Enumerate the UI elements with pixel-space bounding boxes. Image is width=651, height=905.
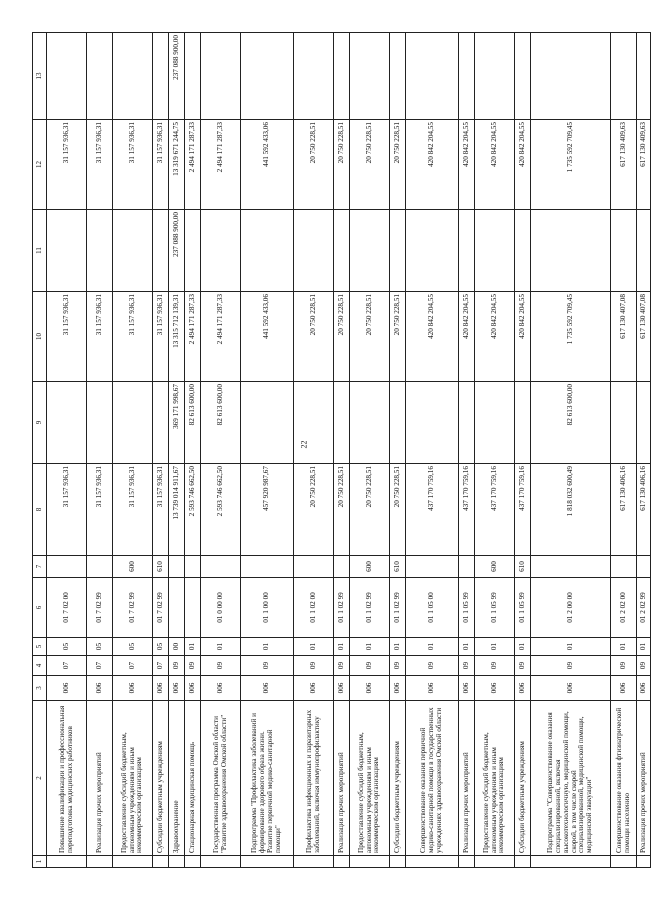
table-row xyxy=(47,33,87,868)
cell-c4: 09 xyxy=(350,656,390,676)
budget-table-container xyxy=(32,33,647,868)
cell-c6: 01 1 02 99 xyxy=(390,578,406,638)
cell-c5: 01 xyxy=(185,638,201,656)
cell-c10: 31 157 936,31 xyxy=(113,292,153,382)
cell-c10: 617 130 407,08 xyxy=(611,292,637,382)
cell-c8: 1 818 032 600,49 xyxy=(531,464,611,556)
cell-c9 xyxy=(475,382,515,464)
cell-c1 xyxy=(241,856,294,868)
cell-c4: 07 xyxy=(87,656,113,676)
cell-c13 xyxy=(201,33,241,120)
cell-c4: 09 xyxy=(294,656,334,676)
cell-c7 xyxy=(531,556,611,578)
table-row xyxy=(611,33,637,868)
column-header: 8 xyxy=(33,464,47,556)
cell-c6: 01 2 02 00 xyxy=(611,578,637,638)
cell-c5: 01 xyxy=(459,638,475,656)
cell-c5: 01 xyxy=(406,638,459,656)
cell-c13 xyxy=(459,33,475,120)
column-header: 6 xyxy=(33,578,47,638)
cell-c8: 2 593 746 662,50 xyxy=(185,464,201,556)
cell-c9 xyxy=(241,382,294,464)
cell-c9 xyxy=(611,382,637,464)
cell-c7 xyxy=(87,556,113,578)
cell-c8: 617 130 406,16 xyxy=(611,464,637,556)
cell-c11 xyxy=(201,210,241,292)
cell-c9 xyxy=(87,382,113,464)
row-name-cell: Предоставление субсидий бюджетным, автономным учреждениям и иным некоммерческим организациям xyxy=(350,701,390,856)
row-name-cell: Реализация прочих мероприятий xyxy=(637,701,651,856)
cell-c4: 09 xyxy=(201,656,241,676)
cell-c6: 01 2 00 00 xyxy=(531,578,611,638)
cell-c12: 20 750 228,51 xyxy=(294,120,334,210)
cell-c10: 20 750 228,51 xyxy=(294,292,334,382)
cell-c12: 420 842 204,55 xyxy=(515,120,531,210)
cell-c12: 20 750 228,51 xyxy=(390,120,406,210)
cell-c5: 05 xyxy=(153,638,169,656)
cell-c5: 01 xyxy=(531,638,611,656)
table-row xyxy=(294,33,334,868)
cell-c6: 01 1 05 00 xyxy=(406,578,459,638)
cell-c11 xyxy=(611,210,637,292)
table-row xyxy=(169,33,185,868)
cell-c5: 01 xyxy=(390,638,406,656)
table-row xyxy=(185,33,201,868)
cell-c9: 82 613 600,00 xyxy=(531,382,611,464)
cell-c10: 420 842 204,55 xyxy=(406,292,459,382)
cell-c7: 610 xyxy=(515,556,531,578)
cell-c13 xyxy=(390,33,406,120)
cell-c12: 617 130 409,63 xyxy=(611,120,637,210)
cell-c3: 006 xyxy=(153,676,169,701)
cell-c8: 20 750 228,51 xyxy=(350,464,390,556)
cell-c12: 420 842 204,55 xyxy=(475,120,515,210)
cell-c13 xyxy=(47,33,87,120)
cell-c5: 01 xyxy=(637,638,651,656)
cell-c5: 01 xyxy=(334,638,350,656)
cell-c4: 09 xyxy=(637,656,651,676)
table-row xyxy=(241,33,294,868)
cell-c1 xyxy=(515,856,531,868)
cell-c8: 457 920 987,67 xyxy=(241,464,294,556)
cell-c4: 07 xyxy=(153,656,169,676)
cell-c7: 610 xyxy=(390,556,406,578)
cell-c1 xyxy=(153,856,169,868)
cell-c1 xyxy=(334,856,350,868)
cell-c7 xyxy=(459,556,475,578)
cell-c1 xyxy=(611,856,637,868)
budget-table xyxy=(32,32,651,868)
cell-c7 xyxy=(201,556,241,578)
table-row xyxy=(350,33,390,868)
cell-c10: 2 494 171 287,33 xyxy=(185,292,201,382)
cell-c1 xyxy=(201,856,241,868)
cell-c9 xyxy=(390,382,406,464)
cell-c13 xyxy=(475,33,515,120)
cell-c12: 2 494 171 287,33 xyxy=(185,120,201,210)
cell-c6: 01 1 05 99 xyxy=(515,578,531,638)
cell-c11 xyxy=(459,210,475,292)
cell-c6: 01 7 02 00 xyxy=(47,578,87,638)
row-name-cell: Реализация прочих мероприятий xyxy=(334,701,350,856)
cell-c7: 600 xyxy=(113,556,153,578)
row-name-cell: Совершенствование оказания первичной медико-санитарной помощи в государственных учреждениях здравоохранения Омской области xyxy=(406,701,459,856)
cell-c4: 09 xyxy=(611,656,637,676)
row-name-cell: Реализация прочих мероприятий xyxy=(459,701,475,856)
cell-c7 xyxy=(47,556,87,578)
cell-c5: 05 xyxy=(87,638,113,656)
cell-c1 xyxy=(185,856,201,868)
cell-c10: 20 750 228,51 xyxy=(334,292,350,382)
cell-c3: 006 xyxy=(201,676,241,701)
cell-c3: 006 xyxy=(611,676,637,701)
cell-c11 xyxy=(531,210,611,292)
cell-c5: 01 xyxy=(611,638,637,656)
column-header: 4 xyxy=(33,656,47,676)
cell-c13 xyxy=(350,33,390,120)
row-name-cell: Совершенствование оказания фтизиатрической помощи населению xyxy=(611,701,637,856)
table-row xyxy=(334,33,350,868)
cell-c10: 617 130 407,08 xyxy=(637,292,651,382)
cell-c9 xyxy=(294,382,334,464)
row-name-cell: Субсидии бюджетным учреждениям xyxy=(390,701,406,856)
cell-c7 xyxy=(406,556,459,578)
cell-c6: 01 1 05 99 xyxy=(475,578,515,638)
cell-c9 xyxy=(47,382,87,464)
cell-c12: 31 157 936,31 xyxy=(153,120,169,210)
cell-c3: 006 xyxy=(87,676,113,701)
cell-c13 xyxy=(637,33,651,120)
cell-c8: 437 170 759,16 xyxy=(515,464,531,556)
cell-c11 xyxy=(153,210,169,292)
cell-c10: 20 750 228,51 xyxy=(350,292,390,382)
table-row xyxy=(515,33,531,868)
table-row xyxy=(637,33,651,868)
cell-c13 xyxy=(515,33,531,120)
cell-c4: 09 xyxy=(185,656,201,676)
cell-c6: 01 7 02 99 xyxy=(113,578,153,638)
cell-c3: 006 xyxy=(350,676,390,701)
cell-c8: 20 750 228,51 xyxy=(334,464,350,556)
cell-c9 xyxy=(113,382,153,464)
cell-c4: 07 xyxy=(47,656,87,676)
cell-c10: 20 750 228,51 xyxy=(390,292,406,382)
cell-c4: 09 xyxy=(515,656,531,676)
cell-c10: 420 842 204,55 xyxy=(515,292,531,382)
cell-c6: 01 7 02 99 xyxy=(87,578,113,638)
cell-c13 xyxy=(241,33,294,120)
table-row xyxy=(531,33,611,868)
cell-c7 xyxy=(169,556,185,578)
cell-c10: 2 494 171 287,33 xyxy=(201,292,241,382)
cell-c4: 09 xyxy=(390,656,406,676)
row-name-cell: Реализация прочих мероприятий xyxy=(87,701,113,856)
cell-c6: 01 1 05 99 xyxy=(459,578,475,638)
cell-c3: 006 xyxy=(113,676,153,701)
row-name-cell: Повышение квалификации и профессиональная переподготовка медицинских работников xyxy=(47,701,87,856)
cell-c11 xyxy=(475,210,515,292)
cell-c8: 13 739 014 911,67 xyxy=(169,464,185,556)
cell-c12: 2 494 171 287,33 xyxy=(201,120,241,210)
row-name-cell: Предоставление субсидий бюджетным, автономным учреждениям и иным некоммерческим организациям xyxy=(113,701,153,856)
table-row xyxy=(113,33,153,868)
cell-c13 xyxy=(531,33,611,120)
column-header: 11 xyxy=(33,210,47,292)
cell-c6: 01 7 02 99 xyxy=(153,578,169,638)
cell-c8: 437 170 759,16 xyxy=(459,464,475,556)
cell-c1 xyxy=(87,856,113,868)
cell-c6: 01 2 02 99 xyxy=(637,578,651,638)
cell-c11 xyxy=(334,210,350,292)
cell-c3: 006 xyxy=(406,676,459,701)
cell-c4: 09 xyxy=(531,656,611,676)
cell-c5: 01 xyxy=(515,638,531,656)
cell-c7: 610 xyxy=(153,556,169,578)
page-number: 22 xyxy=(299,440,309,449)
column-header: 3 xyxy=(33,676,47,701)
cell-c8: 617 130 406,16 xyxy=(637,464,651,556)
cell-c10: 441 592 433,06 xyxy=(241,292,294,382)
cell-c3: 006 xyxy=(241,676,294,701)
cell-c1 xyxy=(169,856,185,868)
column-header: 7 xyxy=(33,556,47,578)
cell-c9: 369 171 998,67 xyxy=(169,382,185,464)
cell-c12: 20 750 228,51 xyxy=(350,120,390,210)
cell-c11: 237 088 900,00 xyxy=(169,210,185,292)
cell-c1 xyxy=(390,856,406,868)
cell-c13 xyxy=(611,33,637,120)
cell-c13 xyxy=(87,33,113,120)
cell-c5: 01 xyxy=(350,638,390,656)
cell-c4: 09 xyxy=(459,656,475,676)
table-row xyxy=(459,33,475,868)
cell-c1 xyxy=(294,856,334,868)
cell-c7 xyxy=(185,556,201,578)
cell-c12: 617 130 409,63 xyxy=(637,120,651,210)
row-name-cell: Субсидии бюджетным учреждениям xyxy=(153,701,169,856)
cell-c3: 006 xyxy=(515,676,531,701)
cell-c9 xyxy=(350,382,390,464)
cell-c10: 31 157 936,31 xyxy=(47,292,87,382)
cell-c1 xyxy=(113,856,153,868)
cell-c10: 13 315 712 139,31 xyxy=(169,292,185,382)
cell-c12: 1 735 592 709,45 xyxy=(531,120,611,210)
cell-c9 xyxy=(459,382,475,464)
cell-c11 xyxy=(390,210,406,292)
cell-c1 xyxy=(406,856,459,868)
column-header: 9 xyxy=(33,382,47,464)
table-row xyxy=(475,33,515,868)
cell-c13 xyxy=(294,33,334,120)
table-row xyxy=(390,33,406,868)
cell-c12: 31 157 936,31 xyxy=(113,120,153,210)
cell-c1 xyxy=(637,856,651,868)
cell-c12: 31 157 936,31 xyxy=(47,120,87,210)
cell-c11 xyxy=(637,210,651,292)
table-body xyxy=(33,33,651,868)
cell-c6: 01 1 02 99 xyxy=(350,578,390,638)
cell-c4: 09 xyxy=(334,656,350,676)
cell-c8: 20 750 228,51 xyxy=(390,464,406,556)
column-header: 12 xyxy=(33,120,47,210)
cell-c9: 82 613 600,00 xyxy=(201,382,241,464)
cell-c8: 20 750 228,51 xyxy=(294,464,334,556)
column-header: 10 xyxy=(33,292,47,382)
cell-c6 xyxy=(185,578,201,638)
cell-c3: 006 xyxy=(475,676,515,701)
cell-c11 xyxy=(350,210,390,292)
table-row xyxy=(201,33,241,868)
cell-c12: 20 750 228,51 xyxy=(334,120,350,210)
cell-c9 xyxy=(637,382,651,464)
cell-c11 xyxy=(185,210,201,292)
cell-c5: 05 xyxy=(47,638,87,656)
cell-c6: 01 1 00 00 xyxy=(241,578,294,638)
cell-c1 xyxy=(47,856,87,868)
cell-c5: 05 xyxy=(113,638,153,656)
cell-c12: 31 157 936,31 xyxy=(87,120,113,210)
table-row xyxy=(87,33,113,868)
column-header: 2 xyxy=(33,701,47,856)
cell-c4: 09 xyxy=(406,656,459,676)
cell-c10: 31 157 936,31 xyxy=(87,292,113,382)
row-name-cell: Профилактика инфекционных и паразитарных заболеваний, включая иммунопрофилактику xyxy=(294,701,334,856)
cell-c3: 006 xyxy=(459,676,475,701)
header-row xyxy=(33,33,47,868)
cell-c10: 420 842 204,55 xyxy=(459,292,475,382)
cell-c8: 31 157 936,31 xyxy=(113,464,153,556)
cell-c8: 437 170 759,16 xyxy=(475,464,515,556)
cell-c1 xyxy=(459,856,475,868)
cell-c10: 1 735 592 709,45 xyxy=(531,292,611,382)
cell-c13 xyxy=(153,33,169,120)
cell-c12: 420 842 204,55 xyxy=(459,120,475,210)
cell-c11 xyxy=(294,210,334,292)
cell-c3: 006 xyxy=(390,676,406,701)
row-name-cell: Государственная программа Омской области "Развитие здравоохранения Омской области" xyxy=(201,701,241,856)
cell-c11 xyxy=(515,210,531,292)
row-name-cell: Субсидии бюджетным учреждениям xyxy=(515,701,531,856)
cell-c11 xyxy=(113,210,153,292)
column-header: 5 xyxy=(33,638,47,656)
cell-c5: 01 xyxy=(201,638,241,656)
cell-c8: 31 157 936,31 xyxy=(47,464,87,556)
cell-c8: 2 593 746 662,50 xyxy=(201,464,241,556)
cell-c7 xyxy=(611,556,637,578)
cell-c3: 006 xyxy=(637,676,651,701)
cell-c4: 07 xyxy=(113,656,153,676)
cell-c9 xyxy=(515,382,531,464)
cell-c9 xyxy=(406,382,459,464)
cell-c11 xyxy=(87,210,113,292)
cell-c12: 441 592 433,06 xyxy=(241,120,294,210)
cell-c4: 09 xyxy=(475,656,515,676)
cell-c6: 01 0 00 00 xyxy=(201,578,241,638)
cell-c3: 006 xyxy=(47,676,87,701)
row-name-cell: Здравоохранение xyxy=(169,701,185,856)
cell-c6: 01 1 02 00 xyxy=(294,578,334,638)
cell-c11 xyxy=(47,210,87,292)
cell-c3: 006 xyxy=(169,676,185,701)
cell-c11 xyxy=(406,210,459,292)
cell-c4: 09 xyxy=(241,656,294,676)
cell-c1 xyxy=(531,856,611,868)
cell-c12: 420 842 204,55 xyxy=(406,120,459,210)
cell-c5: 01 xyxy=(294,638,334,656)
cell-c9: 82 613 600,00 xyxy=(185,382,201,464)
cell-c4: 09 xyxy=(169,656,185,676)
cell-c9 xyxy=(334,382,350,464)
cell-c3: 006 xyxy=(185,676,201,701)
cell-c7: 600 xyxy=(475,556,515,578)
cell-c3: 006 xyxy=(294,676,334,701)
cell-c7: 600 xyxy=(350,556,390,578)
cell-c5: 01 xyxy=(475,638,515,656)
cell-c13 xyxy=(334,33,350,120)
cell-c8: 31 157 936,31 xyxy=(87,464,113,556)
cell-c1 xyxy=(475,856,515,868)
cell-c3: 006 xyxy=(531,676,611,701)
cell-c13 xyxy=(406,33,459,120)
cell-c10: 31 157 936,31 xyxy=(153,292,169,382)
cell-c7 xyxy=(637,556,651,578)
row-name-cell: Подпрограмма "Профилактика заболеваний и формирование здорового образа жизни. Развитие первичной медико-санитарной помощи" xyxy=(241,701,294,856)
cell-c6 xyxy=(169,578,185,638)
cell-c7 xyxy=(334,556,350,578)
cell-c5: 01 xyxy=(241,638,294,656)
cell-c13 xyxy=(113,33,153,120)
column-header: 1 xyxy=(33,856,47,868)
cell-c11 xyxy=(241,210,294,292)
table-row xyxy=(153,33,169,868)
table-row xyxy=(406,33,459,868)
cell-c7 xyxy=(294,556,334,578)
cell-c3: 006 xyxy=(334,676,350,701)
row-name-cell: Предоставление субсидий бюджетным, автономным учреждениям и иным некоммерческим организациям xyxy=(475,701,515,856)
cell-c9 xyxy=(153,382,169,464)
cell-c1 xyxy=(350,856,390,868)
column-header: 13 xyxy=(33,33,47,120)
cell-c13: 237 088 900,00 xyxy=(169,33,185,120)
cell-c10: 420 842 204,55 xyxy=(475,292,515,382)
row-name-cell: Стационарная медицинская помощь xyxy=(185,701,201,856)
cell-c7 xyxy=(241,556,294,578)
cell-c5: 00 xyxy=(169,638,185,656)
cell-c6: 01 1 02 99 xyxy=(334,578,350,638)
row-name-cell: Подпрограмма "Совершенствование оказания специализированной, включая высокотехнологичную, медицинской помощи, скорой, в том числе скорой специализированной, медицинской помощи, медицинской эвакуации" xyxy=(531,701,611,856)
cell-c12: 13 319 671 244,75 xyxy=(169,120,185,210)
cell-c13 xyxy=(185,33,201,120)
cell-c8: 437 170 759,16 xyxy=(406,464,459,556)
cell-c8: 31 157 936,31 xyxy=(153,464,169,556)
